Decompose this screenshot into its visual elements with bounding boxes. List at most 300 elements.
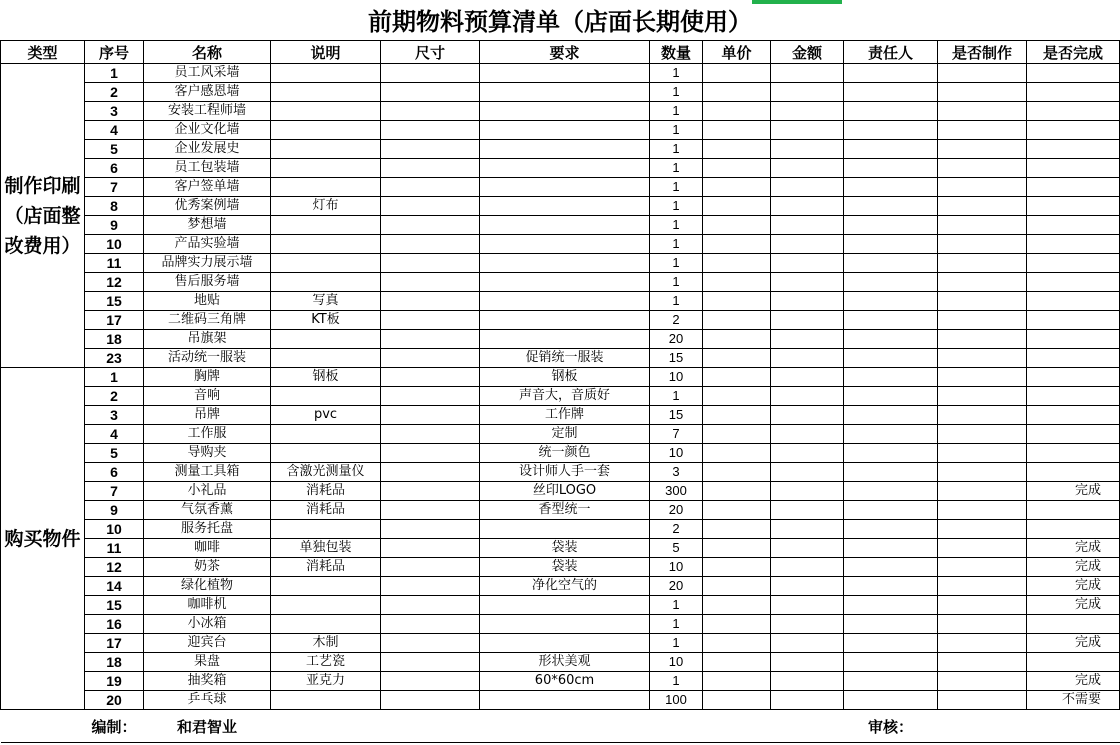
qty-cell[interactable]: 10 <box>650 558 703 577</box>
desc-cell[interactable] <box>271 577 381 596</box>
footer-cell[interactable] <box>1027 710 1120 743</box>
name-cell[interactable]: 抽奖箱 <box>144 672 271 691</box>
req-cell[interactable]: 60*60cm <box>480 672 650 691</box>
price-cell[interactable] <box>703 387 771 406</box>
price-cell[interactable] <box>703 292 771 311</box>
owner-cell[interactable] <box>844 273 938 292</box>
owner-cell[interactable] <box>844 482 938 501</box>
desc-cell[interactable]: KT板 <box>271 311 381 330</box>
footer-cell[interactable] <box>480 710 650 743</box>
header-req[interactable]: 要求 <box>480 41 650 64</box>
req-cell[interactable] <box>480 273 650 292</box>
done-cell[interactable] <box>1027 425 1120 444</box>
done-cell[interactable] <box>1027 349 1120 368</box>
amount-cell[interactable] <box>771 121 844 140</box>
price-cell[interactable] <box>703 558 771 577</box>
size-cell[interactable] <box>381 672 480 691</box>
desc-cell[interactable]: 单独包装 <box>271 539 381 558</box>
qty-cell[interactable]: 1 <box>650 197 703 216</box>
req-cell[interactable]: 定制 <box>480 425 650 444</box>
name-cell[interactable]: 音响 <box>144 387 271 406</box>
desc-cell[interactable]: 工艺瓷 <box>271 653 381 672</box>
req-cell[interactable] <box>480 178 650 197</box>
done-cell[interactable] <box>1027 311 1120 330</box>
price-cell[interactable] <box>703 577 771 596</box>
category-purchase[interactable]: 购买物件 <box>1 368 85 710</box>
desc-cell[interactable] <box>271 102 381 121</box>
req-cell[interactable]: 设计师人手一套 <box>480 463 650 482</box>
seq-cell[interactable]: 16 <box>85 615 144 634</box>
desc-cell[interactable]: 含激光测量仪 <box>271 463 381 482</box>
size-cell[interactable] <box>381 254 480 273</box>
made-cell[interactable] <box>938 254 1027 273</box>
price-cell[interactable] <box>703 349 771 368</box>
qty-cell[interactable]: 1 <box>650 292 703 311</box>
done-cell[interactable] <box>1027 406 1120 425</box>
desc-cell[interactable] <box>271 596 381 615</box>
made-cell[interactable] <box>938 520 1027 539</box>
done-cell[interactable] <box>1027 444 1120 463</box>
size-cell[interactable] <box>381 140 480 159</box>
desc-cell[interactable] <box>271 216 381 235</box>
desc-cell[interactable]: 木制 <box>271 634 381 653</box>
seq-cell[interactable]: 12 <box>85 558 144 577</box>
req-cell[interactable] <box>480 140 650 159</box>
size-cell[interactable] <box>381 102 480 121</box>
owner-cell[interactable] <box>844 634 938 653</box>
name-cell[interactable]: 导购夹 <box>144 444 271 463</box>
price-cell[interactable] <box>703 653 771 672</box>
owner-cell[interactable] <box>844 159 938 178</box>
name-cell[interactable]: 工作服 <box>144 425 271 444</box>
name-cell[interactable]: 产品实验墙 <box>144 235 271 254</box>
name-cell[interactable]: 小冰箱 <box>144 615 271 634</box>
owner-cell[interactable] <box>844 691 938 710</box>
category-print[interactable]: 制作印刷（店面整改费用） <box>1 64 85 368</box>
header-seq[interactable]: 序号 <box>85 41 144 64</box>
done-cell[interactable]: 完成 <box>1027 672 1120 691</box>
made-cell[interactable] <box>938 691 1027 710</box>
price-cell[interactable] <box>703 615 771 634</box>
req-cell[interactable]: 香型统一 <box>480 501 650 520</box>
owner-cell[interactable] <box>844 121 938 140</box>
seq-cell[interactable]: 17 <box>85 311 144 330</box>
desc-cell[interactable] <box>271 520 381 539</box>
name-cell[interactable]: 乒乓球 <box>144 691 271 710</box>
req-cell[interactable] <box>480 159 650 178</box>
owner-cell[interactable] <box>844 368 938 387</box>
desc-cell[interactable] <box>271 254 381 273</box>
amount-cell[interactable] <box>771 596 844 615</box>
qty-cell[interactable]: 1 <box>650 216 703 235</box>
name-cell[interactable]: 果盘 <box>144 653 271 672</box>
size-cell[interactable] <box>381 482 480 501</box>
desc-cell[interactable] <box>271 273 381 292</box>
owner-cell[interactable] <box>844 102 938 121</box>
size-cell[interactable] <box>381 463 480 482</box>
req-cell[interactable]: 工作牌 <box>480 406 650 425</box>
size-cell[interactable] <box>381 615 480 634</box>
seq-cell[interactable]: 3 <box>85 102 144 121</box>
qty-cell[interactable]: 1 <box>650 387 703 406</box>
done-cell[interactable]: 完成 <box>1027 577 1120 596</box>
made-cell[interactable] <box>938 539 1027 558</box>
price-cell[interactable] <box>703 83 771 102</box>
name-cell[interactable]: 小礼品 <box>144 482 271 501</box>
made-cell[interactable] <box>938 159 1027 178</box>
amount-cell[interactable] <box>771 159 844 178</box>
desc-cell[interactable]: 消耗品 <box>271 501 381 520</box>
size-cell[interactable] <box>381 539 480 558</box>
desc-cell[interactable]: 消耗品 <box>271 558 381 577</box>
done-cell[interactable]: 完成 <box>1027 596 1120 615</box>
name-cell[interactable]: 客户签单墙 <box>144 178 271 197</box>
price-cell[interactable] <box>703 691 771 710</box>
made-cell[interactable] <box>938 311 1027 330</box>
owner-cell[interactable] <box>844 330 938 349</box>
editor-value[interactable]: 和君智业 <box>144 710 271 743</box>
seq-cell[interactable]: 9 <box>85 501 144 520</box>
made-cell[interactable] <box>938 197 1027 216</box>
price-cell[interactable] <box>703 121 771 140</box>
amount-cell[interactable] <box>771 482 844 501</box>
qty-cell[interactable]: 10 <box>650 653 703 672</box>
name-cell[interactable]: 客户感恩墙 <box>144 83 271 102</box>
name-cell[interactable]: 气氛香薰 <box>144 501 271 520</box>
name-cell[interactable]: 吊牌 <box>144 406 271 425</box>
size-cell[interactable] <box>381 121 480 140</box>
qty-cell[interactable]: 7 <box>650 425 703 444</box>
amount-cell[interactable] <box>771 140 844 159</box>
amount-cell[interactable] <box>771 273 844 292</box>
owner-cell[interactable] <box>844 311 938 330</box>
price-cell[interactable] <box>703 102 771 121</box>
done-cell[interactable] <box>1027 615 1120 634</box>
done-cell[interactable] <box>1027 159 1120 178</box>
qty-cell[interactable]: 2 <box>650 311 703 330</box>
req-cell[interactable]: 钢板 <box>480 368 650 387</box>
qty-cell[interactable]: 1 <box>650 159 703 178</box>
price-cell[interactable] <box>703 501 771 520</box>
name-cell[interactable]: 企业文化墙 <box>144 121 271 140</box>
name-cell[interactable]: 员工风采墙 <box>144 64 271 83</box>
seq-cell[interactable]: 7 <box>85 482 144 501</box>
qty-cell[interactable]: 1 <box>650 596 703 615</box>
qty-cell[interactable]: 1 <box>650 178 703 197</box>
amount-cell[interactable] <box>771 235 844 254</box>
req-cell[interactable] <box>480 197 650 216</box>
done-cell[interactable] <box>1027 273 1120 292</box>
owner-cell[interactable] <box>844 254 938 273</box>
name-cell[interactable]: 测量工具箱 <box>144 463 271 482</box>
price-cell[interactable] <box>703 672 771 691</box>
owner-cell[interactable] <box>844 197 938 216</box>
desc-cell[interactable] <box>271 691 381 710</box>
seq-cell[interactable]: 7 <box>85 178 144 197</box>
made-cell[interactable] <box>938 501 1027 520</box>
size-cell[interactable] <box>381 596 480 615</box>
owner-cell[interactable] <box>844 425 938 444</box>
review-label[interactable]: 审核： <box>844 710 938 743</box>
size-cell[interactable] <box>381 653 480 672</box>
amount-cell[interactable] <box>771 64 844 83</box>
req-cell[interactable] <box>480 311 650 330</box>
qty-cell[interactable]: 1 <box>650 140 703 159</box>
size-cell[interactable] <box>381 634 480 653</box>
req-cell[interactable] <box>480 235 650 254</box>
owner-cell[interactable] <box>844 83 938 102</box>
header-qty[interactable]: 数量 <box>650 41 703 64</box>
owner-cell[interactable] <box>844 216 938 235</box>
made-cell[interactable] <box>938 83 1027 102</box>
seq-cell[interactable]: 5 <box>85 444 144 463</box>
amount-cell[interactable] <box>771 102 844 121</box>
amount-cell[interactable] <box>771 311 844 330</box>
req-cell[interactable] <box>480 691 650 710</box>
name-cell[interactable]: 咖啡 <box>144 539 271 558</box>
seq-cell[interactable]: 3 <box>85 406 144 425</box>
price-cell[interactable] <box>703 482 771 501</box>
header-amount[interactable]: 金额 <box>771 41 844 64</box>
seq-cell[interactable]: 9 <box>85 216 144 235</box>
amount-cell[interactable] <box>771 254 844 273</box>
qty-cell[interactable]: 100 <box>650 691 703 710</box>
footer-blank[interactable] <box>1 710 85 743</box>
req-cell[interactable] <box>480 83 650 102</box>
desc-cell[interactable] <box>271 387 381 406</box>
done-cell[interactable] <box>1027 140 1120 159</box>
seq-cell[interactable]: 19 <box>85 672 144 691</box>
amount-cell[interactable] <box>771 577 844 596</box>
done-cell[interactable] <box>1027 216 1120 235</box>
made-cell[interactable] <box>938 368 1027 387</box>
made-cell[interactable] <box>938 64 1027 83</box>
seq-cell[interactable]: 15 <box>85 292 144 311</box>
name-cell[interactable]: 品牌实力展示墙 <box>144 254 271 273</box>
seq-cell[interactable]: 2 <box>85 83 144 102</box>
req-cell[interactable] <box>480 102 650 121</box>
seq-cell[interactable]: 15 <box>85 596 144 615</box>
amount-cell[interactable] <box>771 539 844 558</box>
name-cell[interactable]: 咖啡机 <box>144 596 271 615</box>
desc-cell[interactable] <box>271 64 381 83</box>
made-cell[interactable] <box>938 387 1027 406</box>
qty-cell[interactable]: 15 <box>650 406 703 425</box>
amount-cell[interactable] <box>771 406 844 425</box>
owner-cell[interactable] <box>844 406 938 425</box>
qty-cell[interactable]: 3 <box>650 463 703 482</box>
desc-cell[interactable] <box>271 178 381 197</box>
done-cell[interactable] <box>1027 235 1120 254</box>
name-cell[interactable]: 服务托盘 <box>144 520 271 539</box>
owner-cell[interactable] <box>844 235 938 254</box>
desc-cell[interactable] <box>271 83 381 102</box>
owner-cell[interactable] <box>844 463 938 482</box>
desc-cell[interactable] <box>271 444 381 463</box>
seq-cell[interactable]: 12 <box>85 273 144 292</box>
req-cell[interactable] <box>480 520 650 539</box>
owner-cell[interactable] <box>844 596 938 615</box>
req-cell[interactable] <box>480 121 650 140</box>
amount-cell[interactable] <box>771 501 844 520</box>
owner-cell[interactable] <box>844 292 938 311</box>
made-cell[interactable] <box>938 596 1027 615</box>
done-cell[interactable]: 完成 <box>1027 539 1120 558</box>
footer-cell[interactable] <box>703 710 771 743</box>
qty-cell[interactable]: 1 <box>650 615 703 634</box>
size-cell[interactable] <box>381 64 480 83</box>
owner-cell[interactable] <box>844 558 938 577</box>
qty-cell[interactable]: 2 <box>650 520 703 539</box>
editor-label[interactable]: 编制： <box>85 710 144 743</box>
size-cell[interactable] <box>381 216 480 235</box>
name-cell[interactable]: 二维码三角牌 <box>144 311 271 330</box>
header-desc[interactable]: 说明 <box>271 41 381 64</box>
done-cell[interactable] <box>1027 368 1120 387</box>
done-cell[interactable] <box>1027 520 1120 539</box>
req-cell[interactable] <box>480 64 650 83</box>
owner-cell[interactable] <box>844 653 938 672</box>
seq-cell[interactable]: 18 <box>85 330 144 349</box>
header-owner[interactable]: 责任人 <box>844 41 938 64</box>
req-cell[interactable]: 形状美观 <box>480 653 650 672</box>
amount-cell[interactable] <box>771 463 844 482</box>
price-cell[interactable] <box>703 425 771 444</box>
done-cell[interactable] <box>1027 463 1120 482</box>
name-cell[interactable]: 企业发展史 <box>144 140 271 159</box>
owner-cell[interactable] <box>844 615 938 634</box>
desc-cell[interactable] <box>271 330 381 349</box>
done-cell[interactable]: 不需要 <box>1027 691 1120 710</box>
req-cell[interactable]: 净化空气的 <box>480 577 650 596</box>
size-cell[interactable] <box>381 444 480 463</box>
made-cell[interactable] <box>938 653 1027 672</box>
price-cell[interactable] <box>703 140 771 159</box>
price-cell[interactable] <box>703 520 771 539</box>
qty-cell[interactable]: 20 <box>650 577 703 596</box>
price-cell[interactable] <box>703 178 771 197</box>
owner-cell[interactable] <box>844 539 938 558</box>
footer-cell[interactable] <box>771 710 844 743</box>
made-cell[interactable] <box>938 330 1027 349</box>
amount-cell[interactable] <box>771 425 844 444</box>
qty-cell[interactable]: 10 <box>650 444 703 463</box>
owner-cell[interactable] <box>844 520 938 539</box>
req-cell[interactable] <box>480 216 650 235</box>
footer-cell[interactable] <box>381 710 480 743</box>
amount-cell[interactable] <box>771 653 844 672</box>
done-cell[interactable] <box>1027 653 1120 672</box>
qty-cell[interactable]: 20 <box>650 501 703 520</box>
price-cell[interactable] <box>703 406 771 425</box>
size-cell[interactable] <box>381 368 480 387</box>
done-cell[interactable] <box>1027 501 1120 520</box>
size-cell[interactable] <box>381 311 480 330</box>
price-cell[interactable] <box>703 330 771 349</box>
footer-cell[interactable] <box>271 710 381 743</box>
done-cell[interactable] <box>1027 254 1120 273</box>
qty-cell[interactable]: 1 <box>650 672 703 691</box>
amount-cell[interactable] <box>771 615 844 634</box>
header-done[interactable]: 是否完成 <box>1027 41 1120 64</box>
made-cell[interactable] <box>938 349 1027 368</box>
size-cell[interactable] <box>381 349 480 368</box>
req-cell[interactable]: 袋装 <box>480 558 650 577</box>
price-cell[interactable] <box>703 235 771 254</box>
req-cell[interactable] <box>480 596 650 615</box>
qty-cell[interactable]: 1 <box>650 83 703 102</box>
qty-cell[interactable]: 20 <box>650 330 703 349</box>
req-cell[interactable] <box>480 634 650 653</box>
desc-cell[interactable] <box>271 140 381 159</box>
seq-cell[interactable]: 11 <box>85 254 144 273</box>
seq-cell[interactable]: 20 <box>85 691 144 710</box>
amount-cell[interactable] <box>771 83 844 102</box>
size-cell[interactable] <box>381 520 480 539</box>
done-cell[interactable] <box>1027 83 1120 102</box>
owner-cell[interactable] <box>844 140 938 159</box>
seq-cell[interactable]: 23 <box>85 349 144 368</box>
made-cell[interactable] <box>938 672 1027 691</box>
seq-cell[interactable]: 1 <box>85 368 144 387</box>
owner-cell[interactable] <box>844 64 938 83</box>
name-cell[interactable]: 迎宾台 <box>144 634 271 653</box>
size-cell[interactable] <box>381 178 480 197</box>
desc-cell[interactable]: 写真 <box>271 292 381 311</box>
amount-cell[interactable] <box>771 330 844 349</box>
done-cell[interactable] <box>1027 387 1120 406</box>
seq-cell[interactable]: 5 <box>85 140 144 159</box>
seq-cell[interactable]: 14 <box>85 577 144 596</box>
qty-cell[interactable]: 1 <box>650 254 703 273</box>
req-cell[interactable]: 丝印LOGO <box>480 482 650 501</box>
amount-cell[interactable] <box>771 672 844 691</box>
name-cell[interactable]: 活动统一服装 <box>144 349 271 368</box>
seq-cell[interactable]: 10 <box>85 520 144 539</box>
size-cell[interactable] <box>381 159 480 178</box>
name-cell[interactable]: 吊旗架 <box>144 330 271 349</box>
req-cell[interactable]: 声音大，音质好 <box>480 387 650 406</box>
qty-cell[interactable]: 1 <box>650 273 703 292</box>
amount-cell[interactable] <box>771 387 844 406</box>
name-cell[interactable]: 奶茶 <box>144 558 271 577</box>
name-cell[interactable]: 安装工程师墙 <box>144 102 271 121</box>
desc-cell[interactable]: pvc <box>271 406 381 425</box>
size-cell[interactable] <box>381 330 480 349</box>
qty-cell[interactable]: 1 <box>650 64 703 83</box>
size-cell[interactable] <box>381 501 480 520</box>
size-cell[interactable] <box>381 273 480 292</box>
amount-cell[interactable] <box>771 178 844 197</box>
desc-cell[interactable]: 消耗品 <box>271 482 381 501</box>
size-cell[interactable] <box>381 691 480 710</box>
done-cell[interactable]: 完成 <box>1027 482 1120 501</box>
made-cell[interactable] <box>938 463 1027 482</box>
seq-cell[interactable]: 17 <box>85 634 144 653</box>
price-cell[interactable] <box>703 273 771 292</box>
made-cell[interactable] <box>938 615 1027 634</box>
seq-cell[interactable]: 4 <box>85 121 144 140</box>
amount-cell[interactable] <box>771 634 844 653</box>
price-cell[interactable] <box>703 311 771 330</box>
made-cell[interactable] <box>938 425 1027 444</box>
desc-cell[interactable] <box>271 159 381 178</box>
qty-cell[interactable]: 1 <box>650 634 703 653</box>
seq-cell[interactable]: 10 <box>85 235 144 254</box>
price-cell[interactable] <box>703 159 771 178</box>
made-cell[interactable] <box>938 482 1027 501</box>
desc-cell[interactable] <box>271 615 381 634</box>
